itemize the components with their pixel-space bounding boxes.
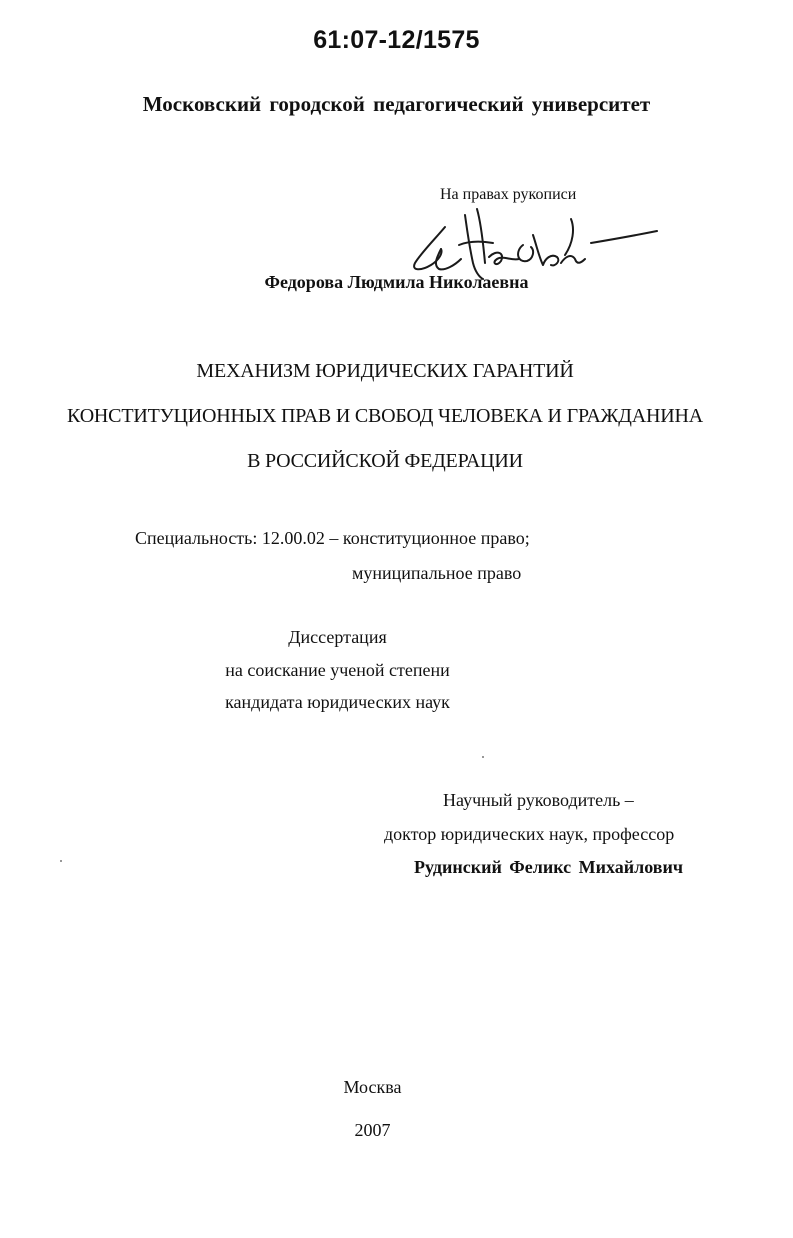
author-name: Федорова Людмила Николаевна [264, 272, 529, 292]
manuscript-note: На правах рукописи [440, 186, 577, 203]
specialty-line-2: муниципальное право [352, 563, 522, 583]
degree-line-3: кандидата юридических наук [225, 692, 450, 712]
title-line-2: КОНСТИТУЦИОННЫХ ПРАВ И СВОБОД ЧЕЛОВЕКА И ГРАЖДАНИНА [67, 405, 703, 427]
year: 2007 [354, 1120, 391, 1140]
university-name: Московский городской педагогический университет [142, 92, 651, 116]
supervisor-role: Научный руководитель – [443, 790, 634, 810]
city: Москва [343, 1077, 402, 1097]
title-line-1: МЕХАНИЗМ ЮРИДИЧЕСКИХ ГАРАНТИЙ [196, 360, 574, 382]
supervisor-name: Рудинский Феликс Михайлович [414, 857, 684, 877]
signature [405, 205, 665, 287]
scan-speck [482, 756, 484, 758]
specialty-line-1: Специальность: 12.00.02 – конституционное право; [135, 528, 530, 548]
degree-line-1: Диссертация [288, 627, 387, 647]
title-line-3: В РОССИЙСКОЙ ФЕДЕРАЦИИ [247, 450, 523, 472]
supervisor-degree: доктор юридических наук, профессор [384, 824, 675, 844]
archive-code: 61:07-12/1575 [313, 26, 480, 54]
scan-speck [60, 860, 62, 862]
degree-line-2: на соискание ученой степени [225, 660, 450, 680]
